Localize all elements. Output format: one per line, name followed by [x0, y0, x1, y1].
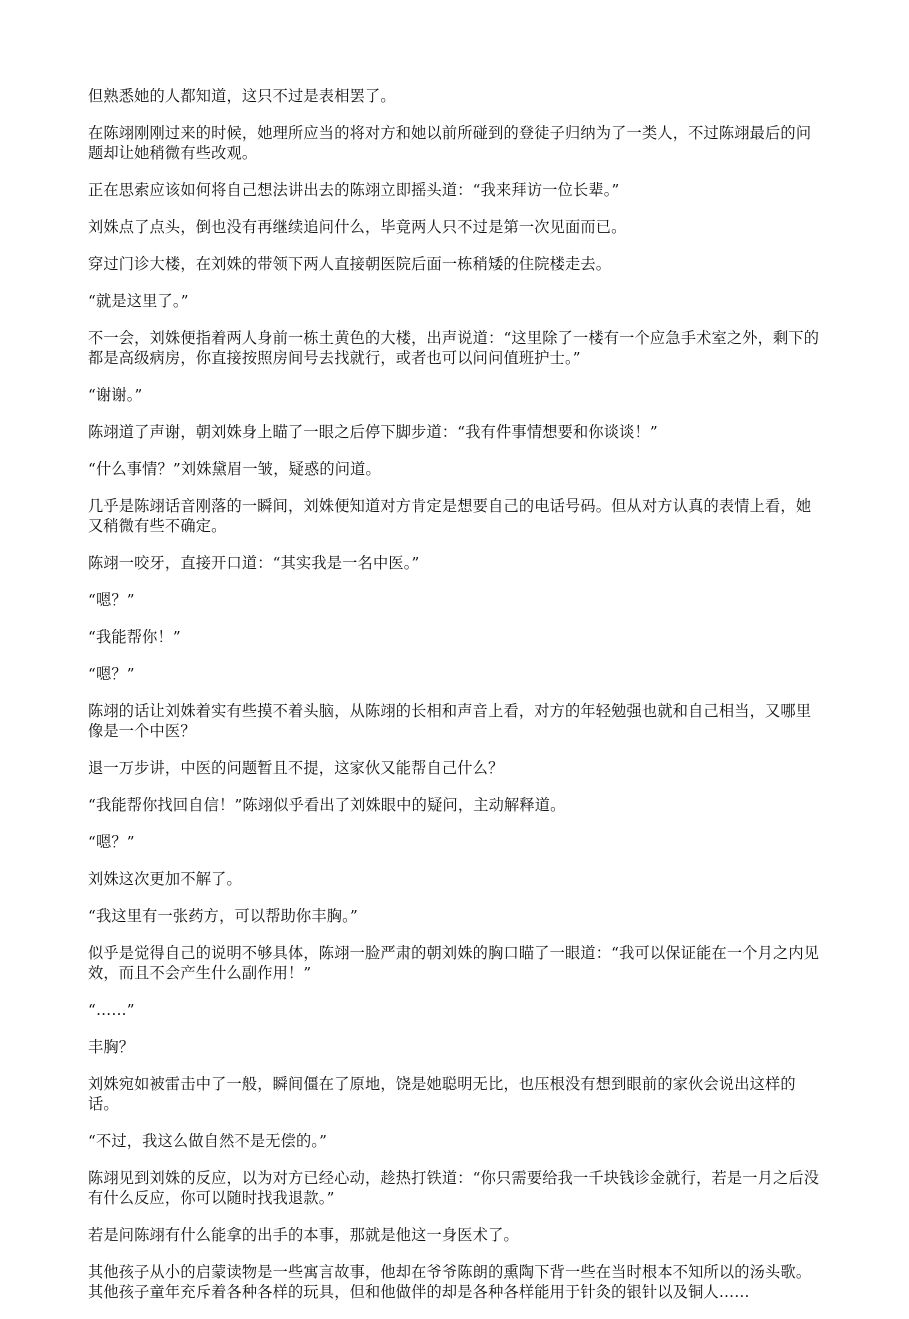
- paragraph: 其他孩子从小的启蒙读物是一些寓言故事，他却在爷爷陈朗的熏陶下背一些在当时根本不知所以的汤头歌。其他孩子童年充斥着各种各样的玩具，但和他做伴的却是各种各样能用于针灸的银针以及铜人……: [88, 1263, 812, 1301]
- paragraph: 陈翊的话让刘姝着实有些摸不着头脑，从陈翊的长相和声音上看，对方的年轻勉强也就和自己相当，又哪里像是一个中医？: [88, 702, 812, 740]
- paragraph: 若是问陈翊有什么能拿的出手的本事，那就是他这一身医术了。: [88, 1226, 519, 1244]
- paragraph: “什么事情？”刘姝黛眉一皱，疑惑的问道。: [88, 460, 381, 478]
- paragraph: 陈翊道了声谢，朝刘姝身上瞄了一眼之后停下脚步道：“我有件事情想要和你谈谈！”: [88, 423, 658, 441]
- paragraph: 几乎是陈翊话音刚落的一瞬间，刘姝便知道对方肯定是想要自己的电话号码。但从对方认真的表情上看，她又稍微有些不确定。: [88, 497, 812, 535]
- document-body: [88, 86, 824, 1319]
- paragraph: 正在思索应该如何将自己想法讲出去的陈翊立即摇头道：“我来拜访一位长辈。”: [88, 181, 620, 199]
- paragraph: “就是这里了。”: [88, 292, 189, 310]
- paragraph: “我这里有一张药方，可以帮助你丰胸。”: [88, 907, 358, 925]
- paragraph: 刘姝点了点头，倒也没有再继续追问什么，毕竟两人只不过是第一次见面而已。: [88, 218, 627, 236]
- paragraph: 陈翊见到刘姝的反应，以为对方已经心动，趁热打铁道：“你只需要给我一千块钱诊金就行，若是一月之后没有什么反应，你可以随时找我退款。”: [88, 1169, 820, 1207]
- paragraph: 丰胸？: [88, 1038, 135, 1056]
- paragraph: 不一会，刘姝便指着两人身前一栋土黄色的大楼，出声说道：“这里除了一楼有一个应急手术室之外，剩下的都是高级病房，你直接按照房间号去找就行，或者也可以问问值班护士。”: [88, 329, 820, 367]
- paragraph: 在陈翊刚刚过来的时候，她理所应当的将对方和她以前所碰到的登徒子归纳为了一类人，不过陈翊最后的问题却让她稍微有些改观。: [88, 124, 812, 162]
- paragraph: “嗯？”: [88, 591, 135, 609]
- paragraph: “嗯？”: [88, 833, 135, 851]
- paragraph: 退一万步讲，中医的问题暂且不提，这家伙又能帮自己什么？: [88, 759, 504, 777]
- paragraph: “不过，我这么做自然不是无偿的。”: [88, 1132, 328, 1150]
- paragraph: 刘姝这次更加不解了。: [88, 870, 242, 888]
- paragraph: “谢谢。”: [88, 386, 143, 404]
- paragraph: “我能帮你找回自信！”陈翊似乎看出了刘姝眼中的疑问，主动解释道。: [88, 796, 566, 814]
- paragraph: 穿过门诊大楼，在刘姝的带领下两人直接朝医院后面一栋稍矮的住院楼走去。: [88, 255, 612, 273]
- paragraph: “我能帮你！”: [88, 628, 181, 646]
- paragraph: “……”: [88, 1001, 135, 1019]
- paragraph: “嗯？”: [88, 665, 135, 683]
- paragraph: 似乎是觉得自己的说明不够具体，陈翊一脸严肃的朝刘姝的胸口瞄了一眼道：“我可以保证能在一个月之内见效，而且不会产生什么副作用！”: [88, 944, 820, 982]
- paragraph: 但熟悉她的人都知道，这只不过是表相罢了。: [88, 87, 396, 105]
- paragraph: 陈翊一咬牙，直接开口道：“其实我是一名中医。”: [88, 554, 420, 572]
- paragraph: 刘姝宛如被雷击中了一般，瞬间僵在了原地，饶是她聪明无比，也压根没有想到眼前的家伙会说出这样的话。: [88, 1075, 796, 1113]
